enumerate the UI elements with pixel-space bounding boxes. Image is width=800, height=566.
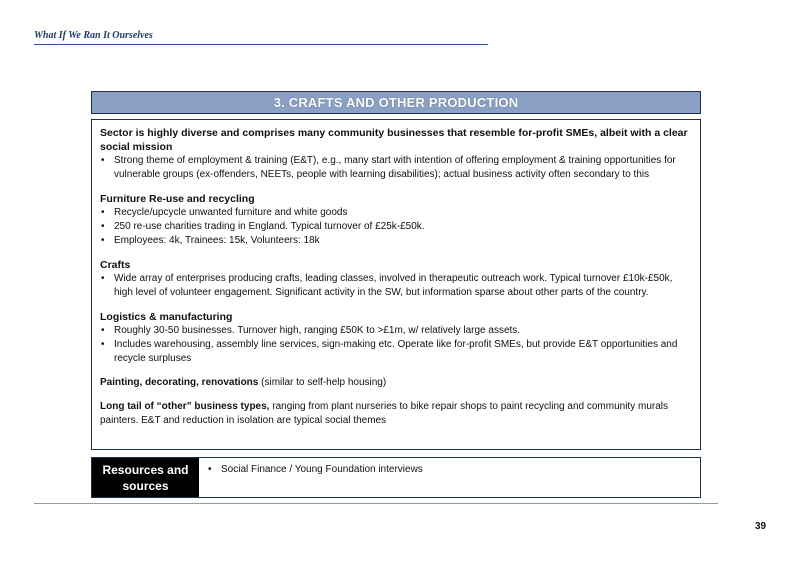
logistics-bullets [100, 324, 692, 366]
sources-box [91, 457, 701, 498]
intro-heading: Sector is highly diverse and comprises many community businesses that resemble for-profit SMEs, albeit with a clear social mission [100, 127, 688, 153]
furniture-heading: Furniture Re-use and recycling [100, 193, 255, 205]
furniture-block [100, 192, 692, 248]
intro-bullets [100, 154, 692, 182]
bullet-item: • Wide array of enterprises producing crafts, leading classes, involved in therapeutic outreach work. Typical turnover £10k-£50k, high level of volunteer engagement. Significant activity in the SW, but information sparse about other parts of the country. [100, 272, 692, 300]
logistics-block [100, 310, 692, 366]
crafts-block [100, 258, 692, 300]
source-item: • Social Finance / Young Foundation interviews [207, 463, 423, 477]
sources-list [199, 458, 431, 497]
bullet-item: • Recycle/upcycle unwanted furniture and white goods [100, 206, 692, 220]
content-box [91, 119, 701, 450]
long-tail-heading: Long tail of “other” business types, [100, 401, 270, 412]
painting-block [100, 376, 692, 390]
slide-title: 3. CRAFTS AND OTHER PRODUCTION [273, 95, 519, 110]
painting-heading: Painting, decorating, renovations [100, 377, 259, 388]
crafts-heading: Crafts [100, 259, 131, 271]
header-divider [34, 44, 488, 45]
slide-title-bar [91, 91, 701, 114]
bullet-item: • Strong theme of employment & training (E&T), e.g., many start with intention of offering employment & training opportunities for vulnerable groups (ex-offenders, NEETs, people with learning disabilities); actual business activity often secondary to this [100, 154, 692, 182]
footer-divider [34, 503, 718, 504]
sources-label: Resources and sources [92, 458, 199, 497]
painting-note: (similar to self-help housing) [258, 377, 387, 388]
crafts-bullets [100, 272, 692, 300]
bullet-item: • Employees: 4k, Trainees: 15k, Volunteers: 18k [100, 234, 692, 248]
furniture-bullets [100, 206, 692, 248]
long-tail-block [100, 400, 692, 428]
bullet-item: • Includes warehousing, assembly line services, sign-making etc. Operate like for-profit SMEs, but provide E&T opportunities and recycle surpluses [100, 338, 692, 366]
running-header: What If We Ran It Ourselves [34, 30, 153, 41]
bullet-item: • Roughly 30-50 businesses. Turnover high, ranging £50K to >£1m, w/ relatively large assets. [100, 324, 692, 338]
logistics-heading: Logistics & manufacturing [100, 311, 233, 323]
page-number: 39 [755, 521, 767, 532]
bullet-item: • 250 re-use charities trading in England. Typical turnover of £25k-£50k. [100, 220, 692, 234]
long-tail-text: ranging from plant nurseries to bike repair shops to paint recycling and community murals painters. E&T and reduction in isolation are typical social themes [100, 401, 668, 426]
intro-block [100, 126, 692, 182]
